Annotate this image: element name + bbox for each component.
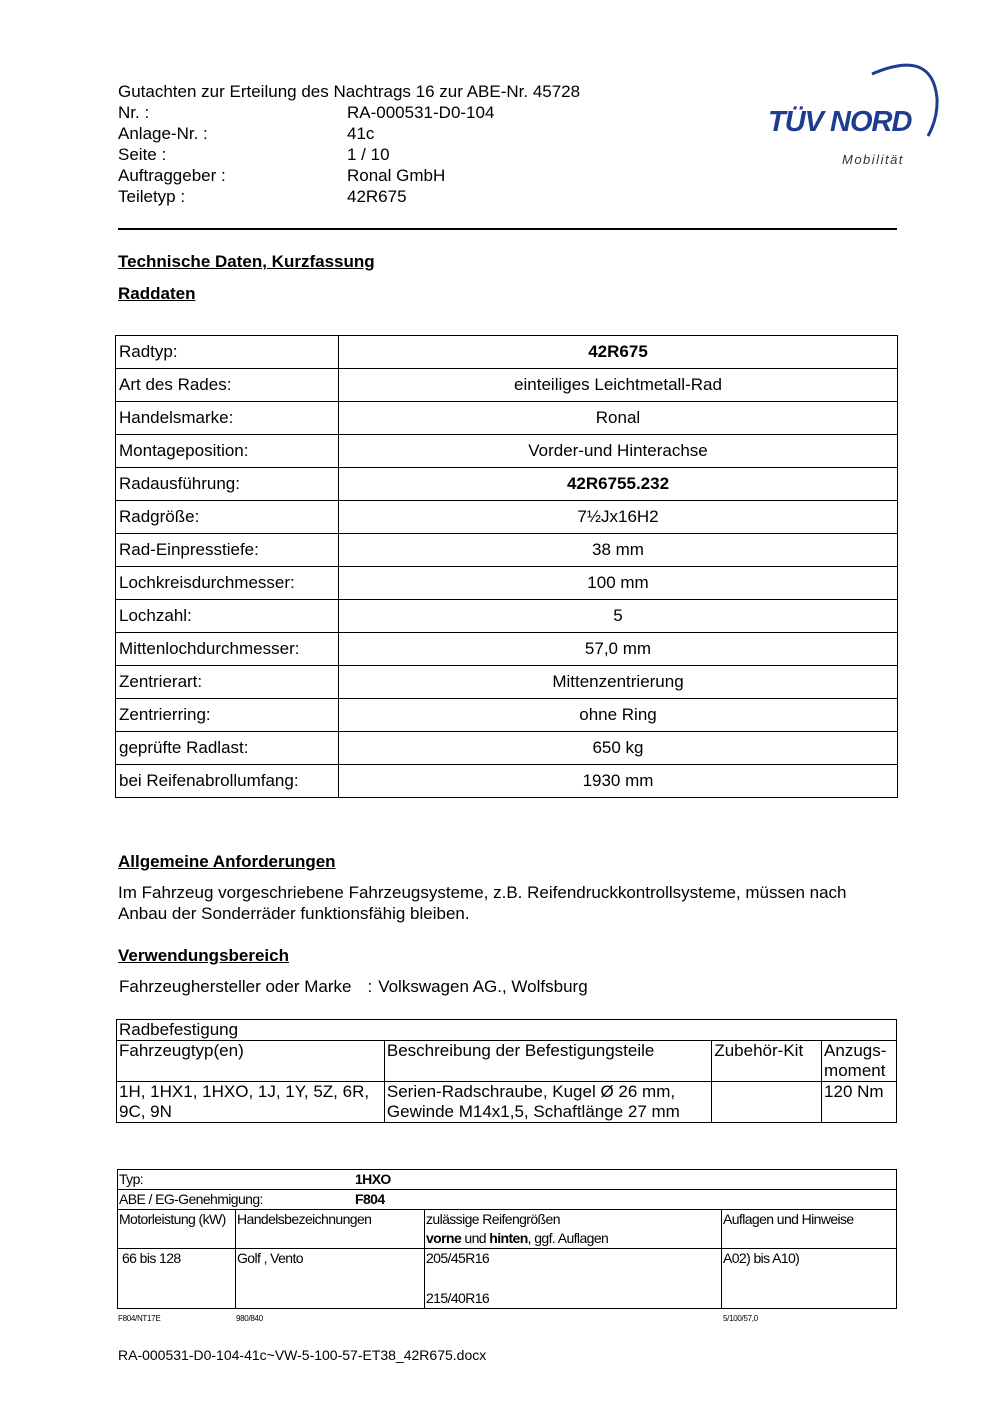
logo-subtitle: Mobilität bbox=[842, 152, 904, 167]
document-header bbox=[118, 81, 580, 207]
handelsbezeichnung-cell: Golf , Vento bbox=[236, 1249, 425, 1309]
raddaten-label: Mittenlochdurchmesser: bbox=[116, 633, 339, 666]
raddaten-value: 57,0 mm bbox=[339, 633, 898, 666]
abe-label: ABE / EG-Genehmigung: bbox=[119, 1191, 263, 1207]
abe-row bbox=[118, 1190, 897, 1210]
reifen-size: 215/40R16 bbox=[426, 1290, 490, 1306]
radbefestigung-title: Radbefestigung bbox=[117, 1020, 897, 1041]
hersteller-line bbox=[119, 977, 588, 997]
reifen-header-vorne: vorne bbox=[426, 1230, 462, 1246]
header-motorleistung: Motorleistung (kW) bbox=[118, 1210, 236, 1249]
table-row bbox=[116, 336, 898, 369]
reifen-size: 205/45R16 bbox=[426, 1250, 490, 1266]
auflagen-cell: A02) bis A10) bbox=[722, 1249, 897, 1309]
reifengroessen-cell bbox=[425, 1249, 722, 1309]
raddaten-label: geprüfte Radlast: bbox=[116, 732, 339, 765]
hersteller-value: Volkswagen AG., Wolfsburg bbox=[378, 977, 588, 996]
reifen-header-tail: , ggf. Auflagen bbox=[527, 1230, 609, 1246]
table-row bbox=[118, 1170, 897, 1190]
raddaten-label: Radgröße: bbox=[116, 501, 339, 534]
header-label: Anlage-Nr. : bbox=[118, 124, 208, 143]
table-row bbox=[117, 1020, 897, 1041]
table-row bbox=[118, 1210, 897, 1249]
hersteller-label: Fahrzeughersteller oder Marke bbox=[119, 977, 352, 996]
footer-filename: RA-000531-D0-104-41c~VW-5-100-57-ET38_42R675.docx bbox=[118, 1347, 487, 1363]
table-row bbox=[116, 501, 898, 534]
raddaten-value: Mittenzentrierung bbox=[339, 666, 898, 699]
header-value: 41c bbox=[347, 124, 375, 143]
beschreibung-cell: Serien-Radschraube, Kugel Ø 26 mm, Gewinde M14x1,5, Schaftlänge 27 mm bbox=[384, 1082, 711, 1123]
table-row bbox=[116, 765, 898, 798]
table-row bbox=[116, 402, 898, 435]
code-label: 5/100/57,0 bbox=[723, 1314, 758, 1323]
table-row bbox=[116, 468, 898, 501]
hersteller-separator: : bbox=[367, 977, 373, 996]
header-label: Nr. : bbox=[118, 103, 150, 122]
table-row bbox=[116, 666, 898, 699]
raddaten-value: 1930 mm bbox=[339, 765, 898, 798]
header-value: Ronal GmbH bbox=[347, 166, 446, 185]
header-label: Seite : bbox=[118, 145, 167, 164]
header-fahrzeugtyp: Fahrzeugtyp(en) bbox=[117, 1041, 385, 1082]
header-label: Auftraggeber : bbox=[118, 166, 226, 185]
raddaten-label: bei Reifenabrollumfang: bbox=[116, 765, 339, 798]
section-allgemeine: Allgemeine Anforderungen bbox=[118, 852, 336, 871]
radbefestigung-table bbox=[116, 1019, 897, 1123]
table-row bbox=[116, 732, 898, 765]
raddaten-label: Art des Rades: bbox=[116, 369, 339, 402]
raddaten-value: 42R675 bbox=[339, 336, 898, 369]
raddaten-value: Vorder-und Hinterachse bbox=[339, 435, 898, 468]
header-value: 1 / 10 bbox=[347, 145, 390, 164]
header-value: RA-000531-D0-104 bbox=[347, 103, 495, 122]
header-row-anlage bbox=[118, 123, 580, 144]
header-title: Gutachten zur Erteilung des Nachtrags 16 zur ABE-Nr. 45728 bbox=[118, 82, 581, 101]
fahrzeugtypen-cell: 1H, 1HX1, 1HXO, 1J, 1Y, 5Z, 6R, 9C, 9N bbox=[117, 1082, 385, 1123]
abe-value: F804 bbox=[355, 1191, 385, 1207]
raddaten-value: 7½Jx16H2 bbox=[339, 501, 898, 534]
logo-text: TÜV NORD bbox=[768, 106, 912, 138]
table-row bbox=[116, 633, 898, 666]
raddaten-value: Ronal bbox=[339, 402, 898, 435]
header-divider bbox=[118, 228, 897, 230]
zubehoer-kit-cell bbox=[712, 1082, 822, 1123]
typ-label: Typ: bbox=[119, 1171, 144, 1187]
typ-table bbox=[117, 1169, 897, 1309]
anzugsmoment-cell: 120 Nm bbox=[822, 1082, 897, 1123]
raddaten-value: 42R6755.232 bbox=[339, 468, 898, 501]
raddaten-label: Radtyp: bbox=[116, 336, 339, 369]
table-row bbox=[116, 534, 898, 567]
table-row bbox=[116, 435, 898, 468]
code-label: F804/NT17E bbox=[118, 1314, 161, 1323]
raddaten-value: einteiliges Leichtmetall-Rad bbox=[339, 369, 898, 402]
code-label: 980/840 bbox=[236, 1314, 263, 1323]
header-auflagen: Auflagen und Hinweise bbox=[722, 1210, 897, 1249]
typ-value: 1HXO bbox=[355, 1171, 391, 1187]
reifen-header-und: und bbox=[461, 1230, 490, 1246]
table-row bbox=[116, 699, 898, 732]
header-row-nr bbox=[118, 102, 580, 123]
table-row bbox=[117, 1041, 897, 1082]
table-row bbox=[116, 369, 898, 402]
raddaten-label: Handelsmarke: bbox=[116, 402, 339, 435]
raddaten-value: 100 mm bbox=[339, 567, 898, 600]
allgemeine-text: Im Fahrzeug vorgeschriebene Fahrzeugsysteme, z.B. Reifendruckkontrollsysteme, müssen nach Anbau der Sonderräder funktionsfähig bleiben. bbox=[118, 883, 847, 923]
header-row-teiletyp bbox=[118, 186, 580, 207]
typ-row bbox=[118, 1170, 897, 1190]
tuv-nord-logo bbox=[760, 56, 945, 174]
section-technische-daten: Technische Daten, Kurzfassung bbox=[118, 252, 375, 271]
raddaten-label: Lochzahl: bbox=[116, 600, 339, 633]
header-anzugsmoment: Anzugs-moment bbox=[822, 1041, 897, 1082]
raddaten-label: Radausführung: bbox=[116, 468, 339, 501]
reifen-header-main: zulässige Reifengrößen bbox=[426, 1211, 560, 1227]
header-value: 42R675 bbox=[347, 187, 407, 206]
header-row-seite bbox=[118, 144, 580, 165]
header-zubehoer-kit: Zubehör-Kit bbox=[712, 1041, 822, 1082]
header-row-auftraggeber bbox=[118, 165, 580, 186]
section-verwendungsbereich: Verwendungsbereich bbox=[118, 946, 289, 965]
raddaten-value: 5 bbox=[339, 600, 898, 633]
header-label: Teiletyp : bbox=[118, 187, 186, 206]
raddaten-label: Lochkreisdurchmesser: bbox=[116, 567, 339, 600]
raddaten-table bbox=[115, 335, 898, 798]
header-reifengroessen bbox=[425, 1210, 722, 1249]
header-handelsbezeichnungen: Handelsbezeichnungen bbox=[236, 1210, 425, 1249]
raddaten-value: 650 kg bbox=[339, 732, 898, 765]
reifen-spacer bbox=[426, 1268, 720, 1289]
raddaten-label: Montageposition: bbox=[116, 435, 339, 468]
raddaten-label: Zentrierring: bbox=[116, 699, 339, 732]
table-row bbox=[118, 1190, 897, 1210]
raddaten-value: ohne Ring bbox=[339, 699, 898, 732]
reifen-header-hinten: hinten bbox=[489, 1230, 528, 1246]
raddaten-label: Rad-Einpresstiefe: bbox=[116, 534, 339, 567]
section-raddaten: Raddaten bbox=[118, 284, 196, 303]
raddaten-value: 38 mm bbox=[339, 534, 898, 567]
raddaten-label: Zentrierart: bbox=[116, 666, 339, 699]
header-beschreibung: Beschreibung der Befestigungsteile bbox=[384, 1041, 711, 1082]
table-row bbox=[116, 567, 898, 600]
table-row bbox=[117, 1082, 897, 1123]
motorleistung-cell: 66 bis 128 bbox=[118, 1249, 236, 1309]
table-row bbox=[116, 600, 898, 633]
table-row bbox=[118, 1249, 897, 1309]
